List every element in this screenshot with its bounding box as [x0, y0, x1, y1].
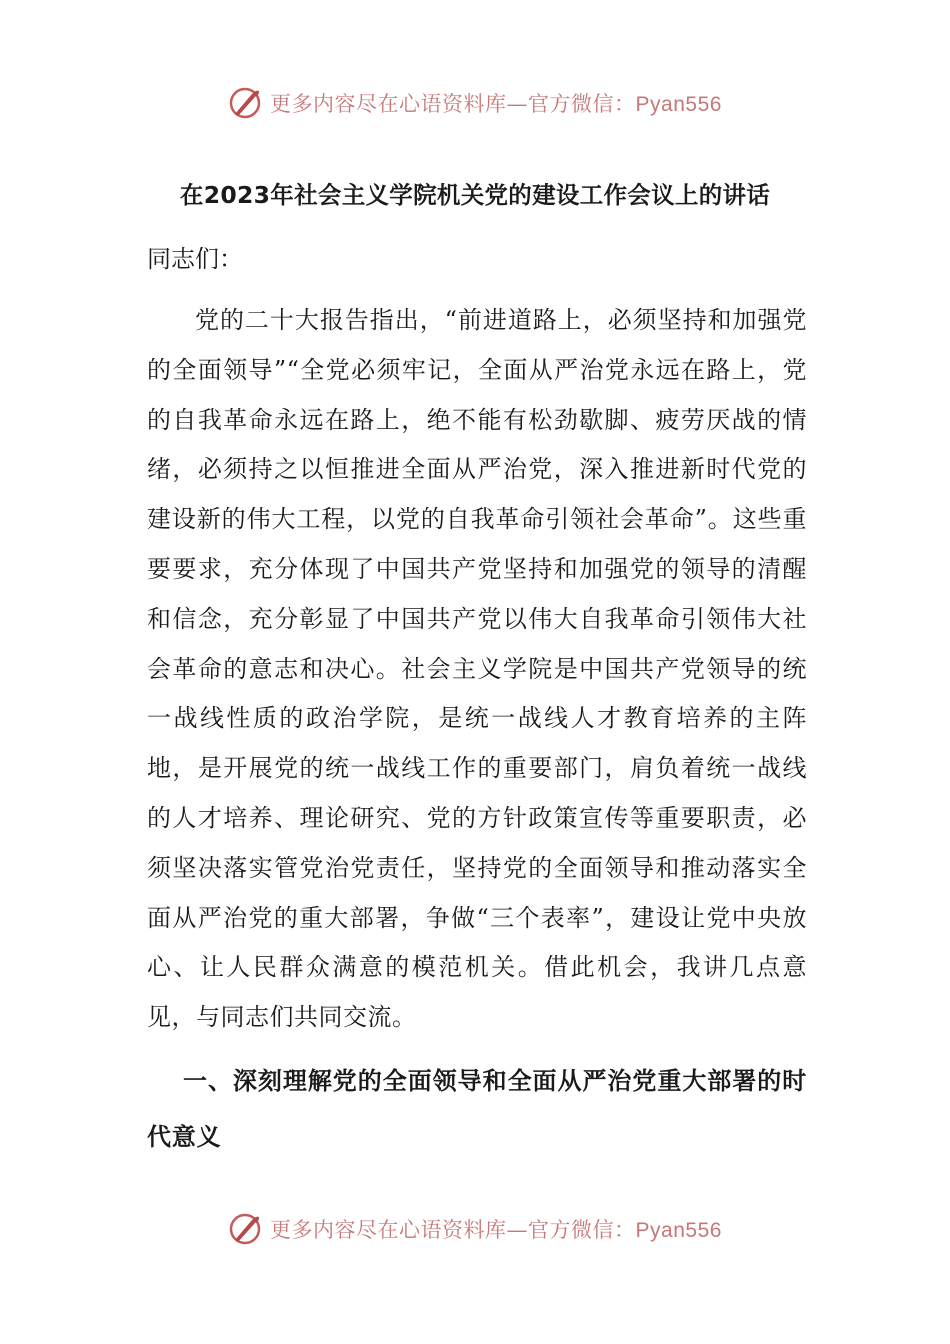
watermark-label: 更多内容尽在心语资料库—官方微信： — [270, 1218, 636, 1242]
quill-logo-icon — [228, 1212, 262, 1246]
document-title: 在2023年社会主义学院机关党的建设工作会议上的讲话 — [179, 181, 771, 209]
body-paragraph-1: 党的二十大报告指出，“前进道路上，必须坚持和加强党的全面领导”“全党必须牢记，全面从严治党永远在路上，党的自我革命永远在路上，绝不能有松劲歇脚、疲劳厌战的情绪，必须持之以恒推进全面从严治党，深入推进新时代党的建设新的伟大工程，以党的自我革命引领社会革命”。这些重要要求，充分体现了中国共产党坚持和加强党的领导的清醒和信念，充分彰显了中国共产党以伟大自我革命引领伟大社会革命的意志和决心。社会主义学院是中国共产党领导的统一战线性质的政治学院，是统一战线人才教育培养的主阵地，是开展党的统一战线工作的重要部门，肩负着统一战线的人才培养、理论研究、党的方针政策宣传等重要职责，必须坚决落实管党治党责任，坚持党的全面领导和推动落实全面从严治党的重大部署，争做“三个表率”，建设让党中央放心、让人民群众满意的模范机关。借此机会，我讲几点意见，与同志们共同交流。 — [147, 306, 807, 1032]
watermark-wechat-id: Pyan556 — [635, 1219, 722, 1242]
salutation: 同志们： — [147, 245, 243, 273]
quill-logo-icon — [228, 86, 262, 120]
watermark-text — [270, 1214, 722, 1244]
watermark-footer — [0, 1212, 950, 1246]
watermark-label: 更多内容尽在心语资料库—官方微信： — [270, 92, 636, 116]
section-heading-1: 一、深刻理解党的全面领导和全面从严治党重大部署的时代意义 — [147, 1067, 807, 1151]
watermark-header — [0, 86, 950, 120]
watermark-wechat-id: Pyan556 — [635, 93, 722, 116]
watermark-text — [270, 88, 722, 118]
